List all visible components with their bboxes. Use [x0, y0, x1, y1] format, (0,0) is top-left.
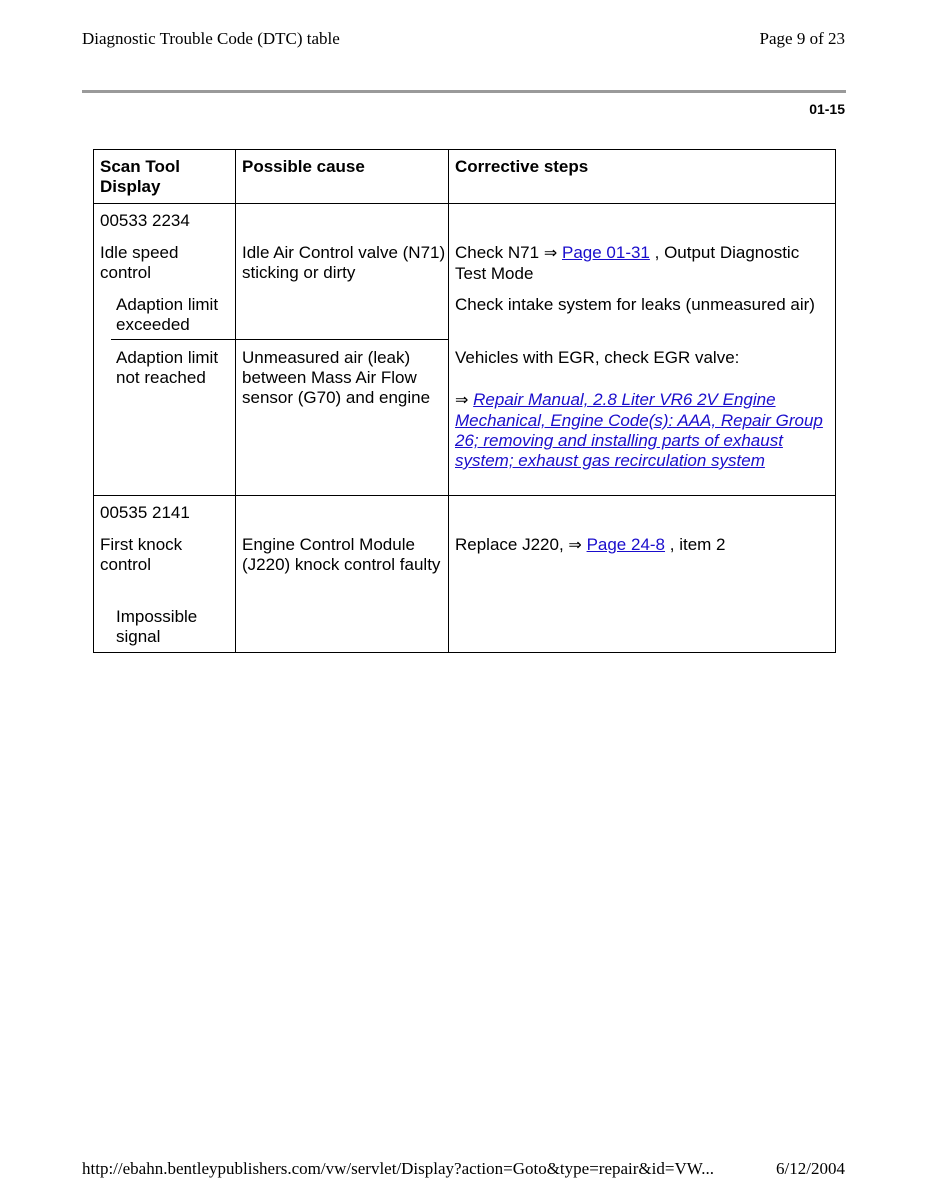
- page-link[interactable]: Page 24-8: [586, 535, 666, 554]
- source-url: http://ebahn.bentleypublishers.com/vw/servlet/Display?action=Goto&type=repair&id=VW...: [82, 1159, 714, 1178]
- dtc-table: [93, 149, 836, 653]
- link-arrow-icon: ⇒: [543, 245, 558, 262]
- page-link[interactable]: Page 01-31: [561, 243, 650, 262]
- link-arrow-icon: ⇒: [568, 537, 582, 554]
- page-number: Page 9 of 23: [759, 29, 845, 48]
- header-scan-tool-display: Scan Tool Display: [100, 157, 180, 196]
- header-divider: [82, 90, 846, 93]
- possible-cause: Idle Air Control valve (N71) sticking or dirty: [242, 243, 446, 282]
- dtc-subcondition: Impossible signal: [116, 607, 198, 646]
- document-title: Diagnostic Trouble Code (DTC) table: [82, 29, 340, 48]
- corrective-step: [455, 390, 831, 471]
- dtc-code: 00535 2141: [100, 503, 190, 522]
- table-header-row: [94, 150, 835, 203]
- section-page-code: 01-15: [809, 101, 845, 117]
- table-row: [94, 203, 835, 495]
- header-corrective-steps: Corrective steps: [455, 157, 589, 176]
- dtc-fault-name: First knock control: [100, 535, 183, 574]
- header-possible-cause: Possible cause: [242, 157, 365, 176]
- table-row: [94, 495, 835, 652]
- dtc-subcondition: Adaption limit not reached: [116, 348, 219, 387]
- subrow-divider: [111, 339, 448, 340]
- corrective-step: Vehicles with EGR, check EGR valve:: [455, 348, 740, 367]
- link-arrow-icon: ⇒: [455, 392, 469, 409]
- corrective-step: Check intake system for leaks (unmeasured air): [455, 295, 815, 314]
- corrective-step: Replace J220, ⇒ Page 24-8 , item 2: [455, 535, 726, 554]
- repair-manual-link[interactable]: Repair Manual, 2.8 Liter VR6 2V Engine Mechanical, Engine Code(s): AAA, Repair Group 26; removing and installing parts of exhaust system; exhaust gas recirculation system: [455, 390, 823, 470]
- print-date: 6/12/2004: [776, 1159, 845, 1178]
- dtc-fault-name: Idle speed control: [100, 243, 179, 282]
- dtc-subcondition: Adaption limit exceeded: [116, 295, 219, 334]
- possible-cause: Engine Control Module (J220) knock control faulty: [242, 535, 441, 574]
- possible-cause: Unmeasured air (leak) between Mass Air Flow sensor (G70) and engine: [242, 348, 431, 407]
- dtc-code: 00533 2234: [100, 211, 190, 230]
- corrective-step: Check N71 ⇒ Page 01-31 , Output Diagnostic Test Mode: [455, 243, 800, 283]
